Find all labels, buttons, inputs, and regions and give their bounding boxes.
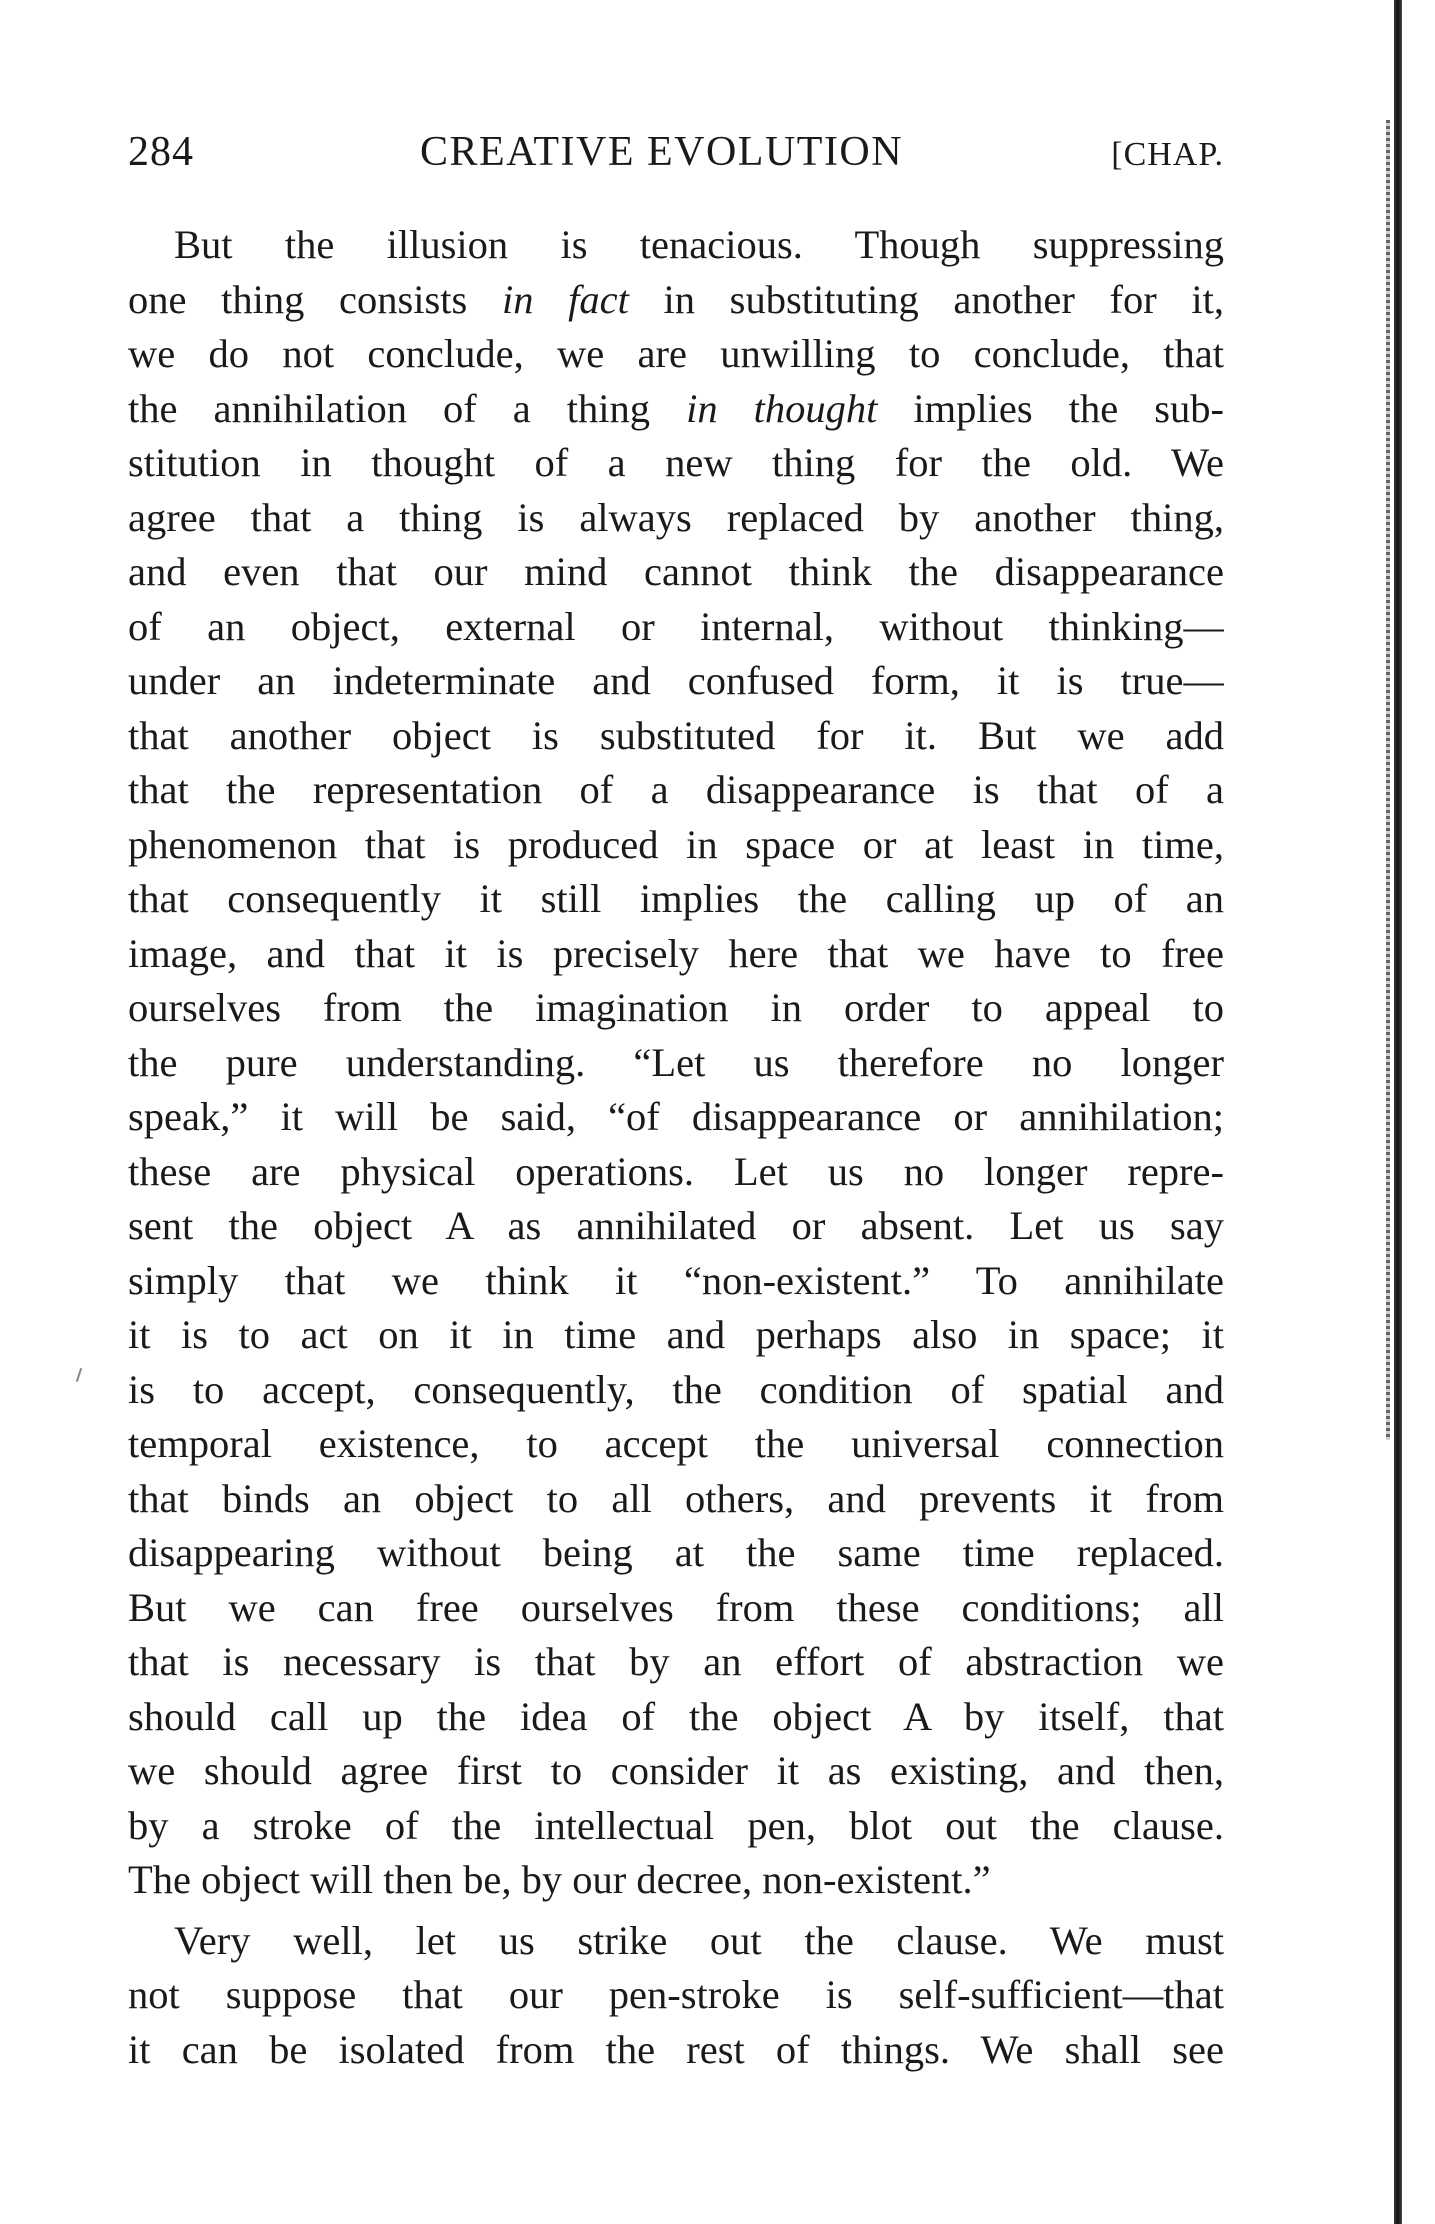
text-line: and even that our mind cannot think the disappearance [128, 549, 1224, 594]
emphasis-text: in thought [686, 385, 878, 431]
text-line: under an indeterminate and confused form, it is true— [128, 658, 1224, 703]
text-line: speak,” it will be said, “of disappearance or annihilation; [128, 1094, 1224, 1139]
text-line: that is necessary is that by an effort of abstraction we [128, 1639, 1224, 1684]
text-line: we should agree first to consider it as existing, and then, [128, 1748, 1224, 1793]
text-line: by a stroke of the intellectual pen, blot out the clause. [128, 1802, 1224, 1848]
binding-shadow [1386, 120, 1390, 1440]
text-line: that the representation of a disappearance is that of a [128, 767, 1224, 812]
text-line: is to accept, consequently, the condition of spatial and [128, 1366, 1224, 1412]
running-title: CREATIVE EVOLUTION [420, 129, 904, 175]
chapter-mark: [CHAP. [1111, 136, 1224, 173]
text-line: phenomenon that is produced in space or at least in time, [128, 821, 1224, 867]
text-line: Very well, let us strike out the clause. We must [174, 1917, 1224, 1963]
text-line: But we can free ourselves from these conditions; all [128, 1584, 1224, 1630]
stray-mark [76, 1368, 82, 1382]
text-line: disappearing without being at the same time replaced. [128, 1530, 1224, 1575]
text-line: the pure understanding. “Let us therefore no longer [128, 1039, 1224, 1085]
text-line: it can be isolated from the rest of things. We shall see [128, 2026, 1224, 2072]
text-line: not suppose that our pen-stroke is self-sufficient—that [128, 1972, 1224, 2017]
text-line: it is to act on it in time and perhaps also in space; it [128, 1312, 1224, 1357]
text-line: ourselves from the imagination in order to appeal to [128, 985, 1224, 1030]
emphasis-text: in fact [501, 276, 629, 322]
text-line: one thing consists in fact in substituting another for it, [128, 276, 1224, 322]
body-text [128, 218, 1224, 2077]
text-line: we do not conclude, we are unwilling to conclude, that [128, 331, 1224, 376]
text-line: sent the object A as annihilated or absent. Let us say [128, 1203, 1224, 1248]
text-line: that consequently it still implies the calling up of an [128, 876, 1224, 921]
text-line: of an object, external or internal, without thinking— [128, 603, 1224, 649]
page-header [128, 128, 1224, 188]
text-line: But the illusion is tenacious. Though suppressing [174, 222, 1224, 267]
text-line: should call up the idea of the object A by itself, that [128, 1693, 1224, 1739]
text-line: stitution in thought of a new thing for the old. We [128, 440, 1224, 485]
text-line: The object will then be, by our decree, non-existent.” [128, 1857, 991, 1902]
text-line: agree that a thing is always replaced by another thing, [128, 494, 1224, 540]
page-number: 284 [128, 129, 194, 175]
text-line: image, and that it is precisely here that we have to free [128, 930, 1224, 976]
text-line: that binds an object to all others, and prevents it from [128, 1475, 1224, 1521]
text-line: that another object is substituted for it. But we add [128, 712, 1224, 758]
text-line: temporal existence, to accept the universal connection [128, 1421, 1224, 1466]
text-line: these are physical operations. Let us no longer repre- [128, 1148, 1224, 1194]
page-edge [1394, 0, 1402, 2224]
text-line: simply that we think it “non-existent.” To annihilate [128, 1257, 1224, 1303]
text-line: the annihilation of a thing in thought implies the sub- [128, 385, 1224, 431]
